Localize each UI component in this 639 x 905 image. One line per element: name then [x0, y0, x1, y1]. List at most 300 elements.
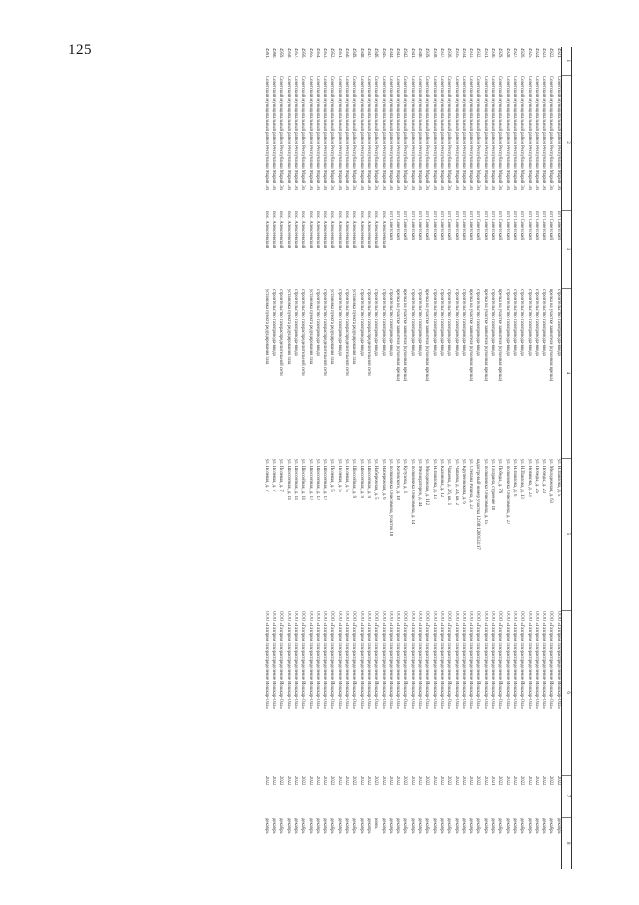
address-cell: ул. Кутузова, д. 1: [402, 459, 408, 494]
district-cell: Советский муниципальный район Республики Марий Эл: [365, 76, 371, 190]
year-cell: 2022: [285, 776, 291, 786]
month-cell: декабрь: [446, 818, 452, 834]
year-cell: 2022: [424, 776, 430, 786]
settlement-cell: пос. Алексеевский: [365, 211, 371, 249]
work-type-cell: строительство газопровода-ввода: [504, 289, 510, 356]
address-cell: ул. Полевая, д. 7: [278, 459, 284, 492]
year-cell: 2022: [497, 776, 503, 786]
row-number-cell: 4961.: [263, 48, 269, 59]
table-row: [510, 47, 517, 869]
row-number-cell: 4941.: [409, 48, 415, 59]
organization-cell: ООО «Газпром газораспределение Йошкар-Ола»: [402, 611, 408, 709]
address-cell: ул. Шоссейная, д. 11: [293, 459, 299, 501]
column-header: 5: [562, 458, 572, 610]
year-cell: 2022: [278, 776, 284, 786]
year-cell: 2022: [555, 776, 561, 786]
month-cell: декабрь: [395, 818, 401, 834]
table-row: [291, 47, 298, 869]
month-cell: декабрь: [409, 818, 415, 834]
year-cell: 2022: [468, 776, 474, 786]
row-number-cell: 4955.: [307, 48, 313, 59]
table-row: [357, 47, 364, 869]
work-type-cell: строительство газопровода-ввода: [409, 289, 415, 356]
settlement-cell: пгт Советский: [438, 211, 444, 240]
month-cell: декабрь: [285, 818, 291, 834]
month-cell: декабрь: [263, 818, 269, 834]
settlement-cell: пгт Советский: [468, 211, 474, 240]
address-cell: ул. Молодежная, д. 63: [548, 459, 554, 503]
district-cell: Советский муниципальный район Республики Марий Эл: [402, 76, 408, 190]
column-header: 3: [562, 210, 572, 288]
year-cell: 2022: [271, 776, 277, 786]
month-cell: декабрь: [293, 818, 299, 834]
work-type-cell: строительство газораспределительной сети: [322, 289, 328, 376]
organization-cell: ООО «Газпром газораспределение Йошкар-Ола»: [358, 611, 364, 709]
address-cell: ул. Полевая, д. 5: [344, 459, 350, 492]
month-cell: декабрь: [460, 818, 466, 834]
district-cell: Советский муниципальный район Республики Марий Эл: [278, 76, 284, 190]
year-cell: 2022: [541, 776, 547, 786]
address-cell: ул. Полевая, д. 5: [329, 459, 335, 492]
table-row: [488, 47, 495, 869]
address-cell: ул. Н.Павлова, д. 6: [511, 459, 517, 497]
month-cell: июнь: [373, 818, 379, 829]
row-number-cell: 4945.: [380, 48, 386, 59]
table-row: [276, 47, 283, 869]
district-cell: Советский муниципальный район Республики Марий Эл: [300, 76, 306, 190]
table-row: [400, 47, 407, 869]
address-cell: ул. Н.Павлова, д. 13: [519, 459, 525, 499]
table-row: [269, 47, 276, 869]
settlement-cell: пгт Советский: [497, 211, 503, 240]
district-cell: Советский муниципальный район Республики Марий Эл: [409, 76, 415, 190]
row-number-cell: 4928.: [504, 48, 510, 59]
organization-cell: ООО «Газпром газораспределение Йошкар-Ола»: [446, 611, 452, 709]
table-row: [437, 47, 444, 869]
address-cell: ул. Победы, д. 79: [497, 459, 503, 494]
settlement-cell: пгт Советский: [490, 211, 496, 240]
page-number: 125: [68, 42, 92, 58]
table-row: [539, 47, 546, 869]
table-row: [313, 47, 320, 869]
organization-cell: ООО «Газпром газораспределение Йошкар-Ола»: [468, 611, 474, 709]
table-row: [262, 47, 269, 869]
column-header: 8: [562, 817, 572, 869]
year-cell: 2022: [438, 776, 444, 786]
address-cell: ул. Полевая, д. 5: [336, 459, 342, 492]
work-type-cell: строительство газопровода-ввода: [453, 289, 459, 356]
work-type-cell: строительство газораспределительной сети: [344, 289, 350, 376]
work-type-cell: установка пункта редуцирования газа: [329, 289, 335, 365]
organization-cell: ООО «Газпром газораспределение Йошкар-Ола»: [548, 611, 554, 709]
address-cell: ул. Крупенникова, д. 6: [460, 459, 466, 504]
row-number-cell: 4932.: [475, 48, 481, 59]
row-number-cell: 4926.: [519, 48, 525, 59]
table-row: [503, 47, 510, 869]
month-cell: декабрь: [526, 818, 532, 834]
month-cell: декабрь: [504, 818, 510, 834]
year-cell: 2022: [307, 776, 313, 786]
work-type-cell: врезка на участке заявителя (кухонная врезка): [424, 289, 430, 382]
row-number-cell: 4925.: [526, 48, 532, 59]
month-cell: декабрь: [344, 818, 350, 834]
district-cell: Советский муниципальный район Республики Марий Эл: [271, 76, 277, 190]
address-cell: ул. Шоссейная, д. 17: [307, 459, 313, 501]
year-cell: 2022: [475, 776, 481, 786]
district-cell: Советский муниципальный район Республики Марий Эл: [490, 76, 496, 190]
row-number-cell: 4958.: [285, 48, 291, 59]
table-row: [415, 47, 422, 869]
organization-cell: ООО «Газпром газораспределение Йошкар-Ола»: [300, 611, 306, 709]
work-type-cell: врезка на участке заявителя (кухонная врезка): [395, 289, 401, 382]
district-cell: Советский муниципальный район Республики Марий Эл: [336, 76, 342, 190]
settlement-cell: пгт Советский: [409, 211, 415, 240]
year-cell: 2022: [358, 776, 364, 786]
year-cell: 2022: [526, 776, 532, 786]
district-cell: Советский муниципальный район Республики Марий Эл: [351, 76, 357, 190]
table-row: [335, 47, 342, 869]
year-cell: 2022: [293, 776, 299, 786]
organization-cell: ООО «Газпром газораспределение Йошкар-Ола»: [460, 611, 466, 709]
district-cell: Советский муниципальный район Республики Марий Эл: [285, 76, 291, 190]
year-cell: 2022: [344, 776, 350, 786]
address-cell: ул. Победы, д. 23: [541, 459, 547, 494]
year-cell: 2022: [402, 776, 408, 786]
year-cell: 2022: [453, 776, 459, 786]
district-cell: Советский муниципальный район Республики Марий Эл: [307, 76, 313, 190]
address-cell: ул. Полевая, д. 7: [263, 459, 269, 492]
table-row: [481, 47, 488, 869]
organization-cell: ООО «Газпром газораспределение Йошкар-Ола»: [511, 611, 517, 709]
district-cell: Советский муниципальный район Республики Марий Эл: [395, 76, 401, 190]
organization-cell: ООО «Газпром газораспределение Йошкар-Ола»: [271, 611, 277, 709]
year-cell: 2022: [446, 776, 452, 786]
address-cell: ул. Н.Павлова, д. 5: [555, 459, 561, 497]
header-row: [562, 47, 572, 869]
work-type-cell: установка пункта редуцирования газа: [307, 289, 313, 365]
address-cell: ул. Гагарина, строение 10: [490, 459, 496, 511]
table-row: [525, 47, 532, 869]
row-number-cell: 4950.: [344, 48, 350, 59]
column-header: 4: [562, 288, 572, 458]
row-number-cell: 4946.: [373, 48, 379, 59]
district-cell: Советский муниципальный район Республики Марий Эл: [322, 76, 328, 190]
district-cell: Советский муниципальный район Республики Марий Эл: [497, 76, 503, 190]
year-cell: 2022: [409, 776, 415, 786]
settlement-cell: пос. Алексеевский: [336, 211, 342, 249]
year-cell: 2022: [431, 776, 437, 786]
work-type-cell: строительство газораспределительной сети: [278, 289, 284, 376]
settlement-cell: пгт Советский: [395, 211, 401, 240]
year-cell: 2022: [300, 776, 306, 786]
address-cell: ул. полковника Онисимова, участок 18: [387, 459, 393, 537]
organization-cell: ООО «Газпром газораспределение Йошкар-Ола»: [344, 611, 350, 709]
address-cell: кадастровый номер участка 12:08:1200124:17: [475, 459, 481, 550]
settlement-cell: пгт Советский: [519, 211, 525, 240]
row-number-cell: 4944.: [387, 48, 393, 59]
row-number-cell: 4934.: [460, 48, 466, 59]
row-number-cell: 4957.: [293, 48, 299, 59]
work-type-cell: строительство газопровода-ввода: [446, 289, 452, 356]
row-number-cell: 4921.: [555, 48, 561, 59]
settlement-cell: пгт Советский: [482, 211, 488, 240]
row-number-cell: 4942.: [402, 48, 408, 59]
settlement-cell: пгт Советский: [424, 211, 430, 240]
district-cell: Советский муниципальный район Республики Марий Эл: [344, 76, 350, 190]
work-type-cell: врезка на участке заявителя (кухонная врезка): [402, 289, 408, 382]
organization-cell: ООО «Газпром газораспределение Йошкар-Ола»: [482, 611, 488, 709]
organization-cell: ООО «Газпром газораспределение Йошкар-Ола»: [278, 611, 284, 709]
month-cell: декабрь: [278, 818, 284, 834]
address-cell: ул. Чапаева, д. 24, кв. 2: [453, 459, 459, 506]
month-cell: декабрь: [365, 818, 371, 834]
district-cell: Советский муниципальный район Республики Марий Эл: [475, 76, 481, 190]
row-number-cell: 4924.: [533, 48, 539, 59]
district-cell: Советский муниципальный район Республики Марий Эл: [446, 76, 452, 190]
work-type-cell: врезка на участке заявителя (кухонная врезка): [548, 289, 554, 382]
organization-cell: ООО «Газпром газораспределение Йошкар-Ола»: [322, 611, 328, 709]
settlement-cell: пгт Советский: [511, 211, 517, 240]
settlement-cell: пос. Алексеевский: [293, 211, 299, 249]
table-row: [298, 47, 305, 869]
row-number-cell: 4953.: [322, 48, 328, 59]
month-cell: декабрь: [336, 818, 342, 834]
district-cell: Советский муниципальный район Республики Марий Эл: [533, 76, 539, 190]
row-number-cell: 4940.: [417, 48, 423, 59]
month-cell: декабрь: [453, 818, 459, 834]
organization-cell: ООО «Газпром газораспределение Йошкар-Ола»: [373, 611, 379, 709]
district-cell: Советский муниципальный район Республики Марий Эл: [519, 76, 525, 190]
month-cell: декабрь: [519, 818, 525, 834]
district-cell: Советский муниципальный район Республики Марий Эл: [329, 76, 335, 190]
year-cell: 2023: [373, 776, 379, 786]
work-type-cell: строительство газопровода-ввода: [387, 289, 393, 356]
organization-cell: ООО «Газпром газораспределение Йошкар-Ола»: [475, 611, 481, 709]
settlement-cell: пгт Советский: [541, 211, 547, 240]
settlement-cell: пос. Алексеевский: [329, 211, 335, 249]
organization-cell: ООО «Газпром газораспределение Йошкар-Ола»: [533, 611, 539, 709]
work-type-cell: строительство газопровода-ввода: [511, 289, 517, 356]
row-number-cell: 4936.: [446, 48, 452, 59]
work-type-cell: строительство газопровода-ввода: [417, 289, 423, 356]
table-row: [532, 47, 539, 869]
month-cell: декабрь: [307, 818, 313, 834]
work-type-cell: строительство газораспределительной сети: [300, 289, 306, 376]
organization-cell: ООО «Газпром газораспределение Йошкар-Ола»: [351, 611, 357, 709]
table-row: [422, 47, 429, 869]
year-cell: 2022: [322, 776, 328, 786]
organization-cell: ООО «Газпром газораспределение Йошкар-Ола»: [395, 611, 401, 709]
settlement-cell: пгт Советский: [526, 211, 532, 240]
row-number-cell: 4922.: [548, 48, 554, 59]
row-number-cell: 4954.: [314, 48, 320, 59]
organization-cell: ООО «Газпром газораспределение Йошкар-Ола»: [417, 611, 423, 709]
settlement-cell: пгт Советский: [453, 211, 459, 240]
district-cell: Советский муниципальный район Республики Марий Эл: [526, 76, 532, 190]
work-type-cell: строительство газопровода-ввода: [460, 289, 466, 356]
settlement-cell: пос. Алексеевский: [278, 211, 284, 249]
address-cell: ул. Шоссейная, д. 17: [314, 459, 320, 501]
work-type-cell: врезка на участке заявителя (кухонная врезка): [497, 289, 503, 382]
work-type-cell: строительство газопровода-ввода: [271, 289, 277, 356]
settlement-cell: пгт Советский: [402, 211, 408, 240]
organization-cell: ООО «Газпром газораспределение Йошкар-Ола»: [490, 611, 496, 709]
organization-cell: ООО «Газпром газораспределение Йошкар-Ола»: [293, 611, 299, 709]
organization-cell: ООО «Газпром газораспределение Йошкар-Ола»: [307, 611, 313, 709]
district-cell: Советский муниципальный район Республики Марий Эл: [504, 76, 510, 190]
table-row: [328, 47, 335, 869]
table-row: [473, 47, 480, 869]
settlement-cell: пос. Алексеевский: [373, 211, 379, 249]
year-cell: 2022: [548, 776, 554, 786]
month-cell: декабрь: [387, 818, 393, 834]
month-cell: декабрь: [271, 818, 277, 834]
table-body: [262, 47, 562, 869]
settlement-cell: пгт Советский: [417, 211, 423, 240]
district-cell: Советский муниципальный район Республики Марий Эл: [424, 76, 430, 190]
organization-cell: ООО «Газпром газораспределение Йошкар-Ола»: [409, 611, 415, 709]
row-number-cell: 4960.: [271, 48, 277, 59]
organization-cell: ООО «Газпром газораспределение Йошкар-Ола»: [504, 611, 510, 709]
table-row: [452, 47, 459, 869]
month-cell: декабрь: [555, 818, 561, 834]
address-cell: ул. Калинина, д. 12: [438, 459, 444, 498]
settlement-cell: пгт Советский: [387, 211, 393, 240]
row-number-cell: 4956.: [300, 48, 306, 59]
table-row: [517, 47, 524, 869]
organization-cell: ООО «Газпром газораспределение Йошкар-Ола»: [424, 611, 430, 709]
organization-cell: ООО «Газпром газораспределение Йошкар-Ола»: [555, 611, 561, 709]
month-cell: декабрь: [468, 818, 474, 834]
address-cell: ул. полковника Онисимова, д. 14: [409, 459, 415, 525]
month-cell: декабрь: [358, 818, 364, 834]
work-type-cell: строительство газопровода-ввода: [555, 289, 561, 356]
month-cell: декабрь: [541, 818, 547, 834]
organization-cell: ООО «Газпром газораспределение Йошкар-Ола»: [519, 611, 525, 709]
year-cell: 2022: [482, 776, 488, 786]
work-type-cell: строительство газораспределительной сети: [365, 289, 371, 376]
address-cell: ул. Степана Разина, д. 23: [468, 459, 474, 509]
address-cell: ул. Полевая, д. 7: [271, 459, 277, 492]
address-cell: ул. Шоссейная, д. 9: [358, 459, 364, 498]
district-cell: Советский муниципальный район Республики Марий Эл: [468, 76, 474, 190]
organization-cell: ООО «Газпром газораспределение Йошкар-Ола»: [541, 611, 547, 709]
work-type-cell: строительство газопровода-ввода: [526, 289, 532, 356]
work-type-cell: строительство газопровода-ввода: [380, 289, 386, 356]
work-type-cell: врезка на участке заявителя (кухонная врезка): [482, 289, 488, 382]
organization-cell: ООО «Газпром газораспределение Йошкар-Ола»: [387, 611, 393, 709]
table-row: [393, 47, 400, 869]
row-number-cell: 4952.: [329, 48, 335, 59]
settlement-cell: пгт Советский: [533, 211, 539, 240]
organization-cell: ООО «Газпром газораспределение Йошкар-Ола»: [285, 611, 291, 709]
address-cell: ул. полковника Онисимова, д. 27: [504, 459, 510, 525]
organization-cell: ООО «Газпром газораспределение Йошкар-Ола»: [453, 611, 459, 709]
district-cell: Советский муниципальный район Республики Марий Эл: [417, 76, 423, 190]
month-cell: декабрь: [490, 818, 496, 834]
month-cell: декабрь: [417, 818, 423, 834]
table-row: [284, 47, 291, 869]
month-cell: декабрь: [431, 818, 437, 834]
row-number-cell: 4959.: [278, 48, 284, 59]
row-number-cell: 4939.: [424, 48, 430, 59]
work-type-cell: строительство газопровода-ввода: [438, 289, 444, 356]
rotated-table-container: [76, 47, 572, 869]
district-cell: Советский муниципальный район Республики Марий Эл: [548, 76, 554, 190]
address-cell: ул. Котовского, д. 18: [395, 459, 401, 500]
table-row: [495, 47, 502, 869]
work-type-cell: строительство газопровода-ввода: [533, 289, 539, 356]
address-cell: ул. Н.Павлова, д. 13: [431, 459, 437, 499]
work-type-cell: строительство газопровода-ввода: [475, 289, 481, 356]
address-cell: ул. полковника Онисимова, д. 15: [482, 459, 488, 525]
year-cell: 2022: [519, 776, 525, 786]
column-header: 6: [562, 610, 572, 775]
settlement-cell: пос. Алексеевский: [263, 211, 269, 249]
address-cell: ул. Новикова, д. 23: [526, 459, 532, 497]
table-row: [342, 47, 349, 869]
year-cell: 2022: [504, 776, 510, 786]
settlement-cell: пгт Советский: [504, 211, 510, 240]
row-number-cell: 4935.: [453, 48, 459, 59]
month-cell: декабрь: [497, 818, 503, 834]
work-type-cell: установка пункта редуцирования газа: [263, 289, 269, 365]
settlement-cell: пос. Алексеевский: [285, 211, 291, 249]
work-type-cell: установка пункта редуцирования газа: [351, 289, 357, 365]
address-cell: ул. Шоссейная, д. 9: [351, 459, 357, 498]
work-type-cell: врезка на участке заявителя (кухонная врезка): [468, 289, 474, 382]
gasification-table: [262, 47, 572, 869]
table-row: [466, 47, 473, 869]
work-type-cell: строительство газопровода-ввода: [373, 289, 379, 356]
address-cell: ул. Мелиораторов, д. 44: [417, 459, 423, 507]
district-cell: Советский муниципальный район Республики Марий Эл: [263, 76, 269, 190]
month-cell: декабрь: [438, 818, 444, 834]
district-cell: Советский муниципальный район Республики Марий Эл: [293, 76, 299, 190]
settlement-cell: пос. Алексеевский: [358, 211, 364, 249]
table-row: [459, 47, 466, 869]
row-number-cell: 4930.: [490, 48, 496, 59]
address-cell: ул. Шоссейная, д. 11: [300, 459, 306, 501]
settlement-cell: пос. Алексеевский: [322, 211, 328, 249]
row-number-cell: 4947.: [365, 48, 371, 59]
table-row: [371, 47, 378, 869]
district-cell: Советский муниципальный район Республики Марий Эл: [314, 76, 320, 190]
settlement-cell: пос. Алексеевский: [351, 211, 357, 249]
organization-cell: ООО «Газпром газораспределение Йошкар-Ола»: [329, 611, 335, 709]
district-cell: Советский муниципальный район Республики Марий Эл: [387, 76, 393, 190]
organization-cell: ООО «Газпром газораспределение Йошкар-Ола»: [314, 611, 320, 709]
organization-cell: ООО «Газпром газораспределение Йошкар-Ола»: [431, 611, 437, 709]
district-cell: Советский муниципальный район Республики Марий Эл: [438, 76, 444, 190]
district-cell: Советский муниципальный район Республики Марий Эл: [541, 76, 547, 190]
address-cell: ул. Чапаева, д. 26, кв. 1: [446, 459, 452, 506]
month-cell: декабрь: [322, 818, 328, 834]
month-cell: декабрь: [329, 818, 335, 834]
row-number-cell: 4927.: [511, 48, 517, 59]
settlement-cell: пос. Алексеевский: [314, 211, 320, 249]
address-cell: ул. Шоссейная, д. 9: [365, 459, 371, 498]
table-row: [320, 47, 327, 869]
row-number-cell: 4933.: [468, 48, 474, 59]
month-cell: декабрь: [533, 818, 539, 834]
address-cell: ул. Шоссейная, д. 17: [322, 459, 328, 501]
settlement-cell: пгт Советский: [431, 211, 437, 240]
year-cell: 2022: [329, 776, 335, 786]
district-cell: Советский муниципальный район Республики Марий Эл: [460, 76, 466, 190]
work-type-cell: установка пункта редуцирования газа: [285, 289, 291, 365]
district-cell: Советский муниципальный район Республики Марий Эл: [453, 76, 459, 190]
